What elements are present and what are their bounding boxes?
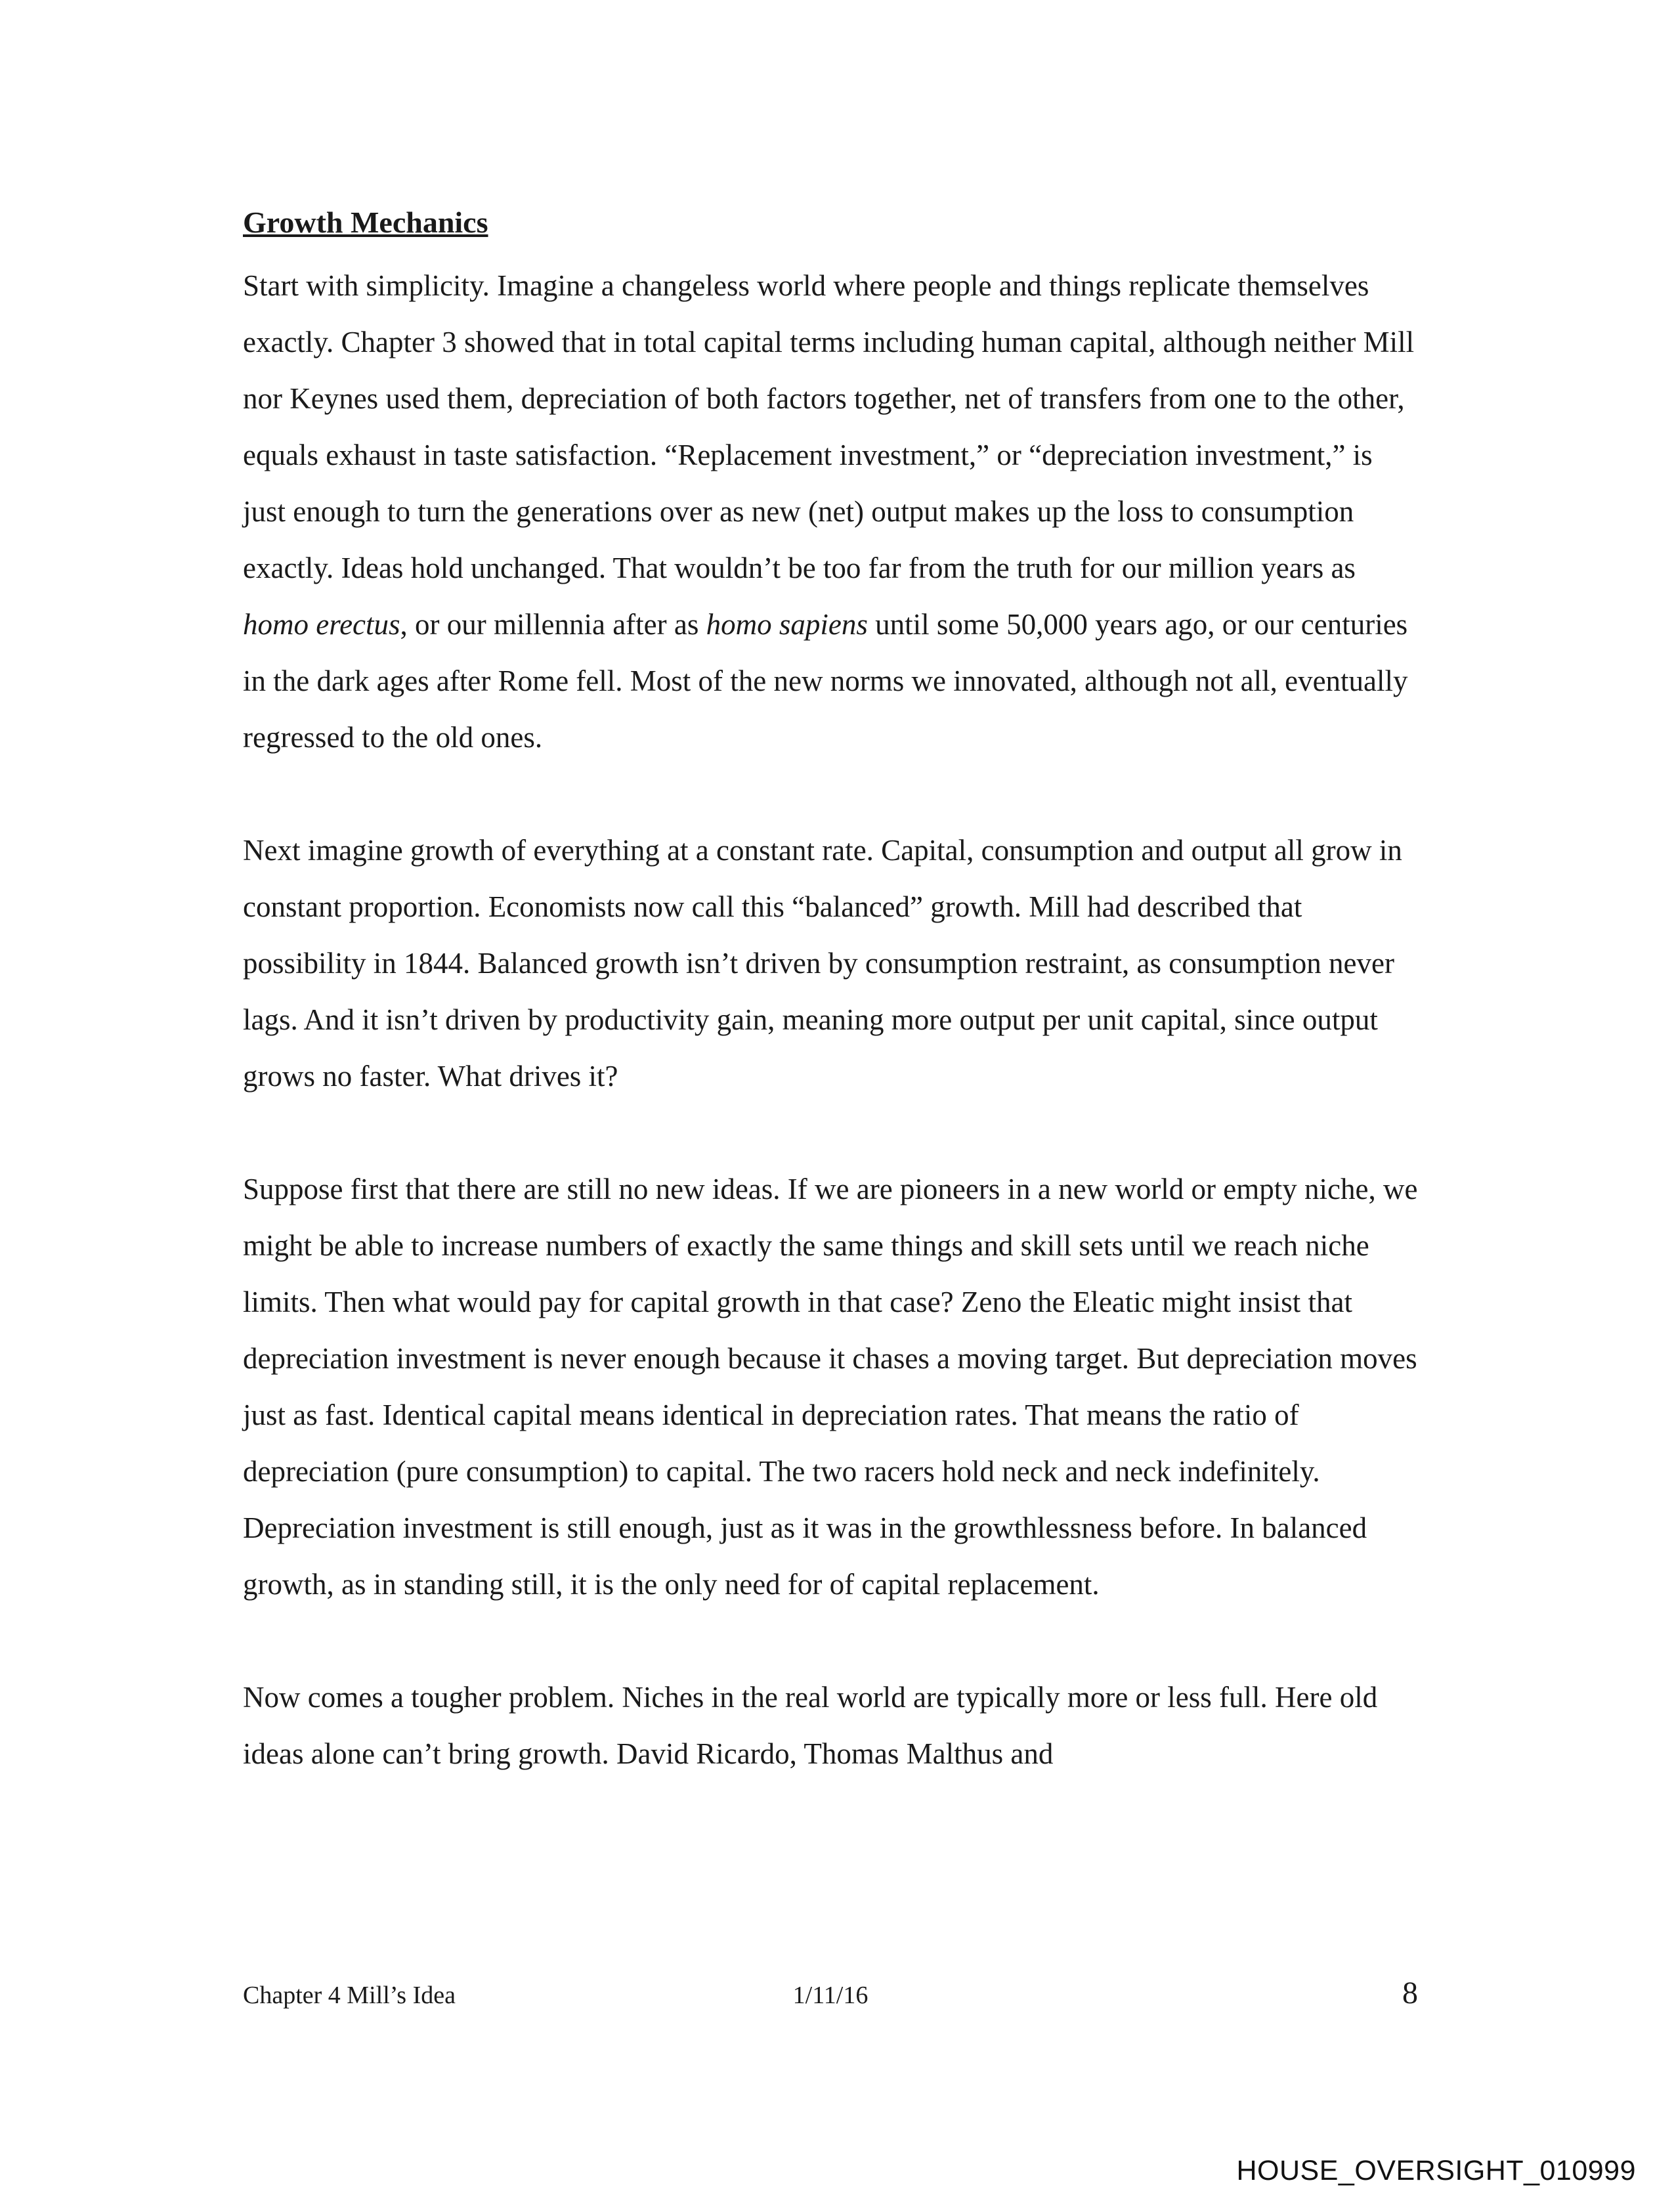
- document-id-stamp: HOUSE_OVERSIGHT_010999: [1236, 2155, 1636, 2186]
- document-paragraphs: [243, 257, 1418, 1782]
- paragraph: [243, 822, 1418, 1104]
- footer-date: 1/11/16: [792, 1982, 869, 2009]
- paragraph: [243, 1669, 1418, 1782]
- text-run: until some 50,000 years ago, or our centuries in the dark ages after Rome fell. Most of the new norms we innovated, although not all, eventually regressed to the old ones.: [243, 608, 1408, 754]
- section-title: Growth Mechanics: [243, 206, 488, 239]
- italic-text-run: homo erectus: [243, 608, 400, 641]
- footer-page-number: 8: [1402, 1976, 1419, 2010]
- text-run: Now comes a tougher problem. Niches in the real world are typically more or less full. Here old ideas alone can’t bring growth. David Ricardo, Thomas Malthus and: [243, 1681, 1378, 1770]
- paragraph: [243, 257, 1418, 766]
- document-content: [243, 194, 1418, 1782]
- text-run: Start with simplicity. Imagine a changeless world where people and things replicate themselves exactly. Chapter 3 showed that in total capital terms including human capital, although neither Mill nor Keynes used them, depreciation of both factors together, net of transfers from one to the other, equals exhaust in taste satisfaction. “Replacement investment,” or “depreciation investment,” is just enough to turn the generations over as new (net) output makes up the loss to consumption exactly. Ideas hold unchanged. That wouldn’t be too far from the truth for our million years as: [243, 269, 1415, 584]
- text-run: Suppose first that there are still no new ideas. If we are pioneers in a new world or empty niche, we might be able to increase numbers of exactly the same things and skill sets until we reach niche limits. Then what would pay for capital growth in that case? Zeno the Eleatic might insist that depreciation investment is never enough because it chases a moving target. But depreciation moves just as fast. Identical capital means identical in depreciation rates. That means the ratio of depreciation (pure consumption) to capital. The two racers hold neck and neck indefinitely. Depreciation investment is still enough, just as it was in the growthlessness before. In balanced growth, as in standing still, it is the only need for of capital replacement.: [243, 1173, 1418, 1601]
- page-footer: [243, 1978, 1418, 2009]
- text-run: Next imagine growth of everything at a constant rate. Capital, consumption and output all grow in constant proportion. Economists now call this “balanced” growth. Mill had described that possibility in 1844. Balanced growth isn’t driven by consumption restraint, as consumption never lags. And it isn’t driven by productivity gain, meaning more output per unit capital, since output grows no faster. What drives it?: [243, 834, 1402, 1093]
- text-run: , or our millennia after as: [400, 608, 706, 641]
- italic-text-run: homo sapiens: [706, 608, 868, 641]
- paragraph: [243, 1161, 1418, 1613]
- footer-chapter-label: Chapter 4 Mill’s Idea: [243, 1982, 456, 2009]
